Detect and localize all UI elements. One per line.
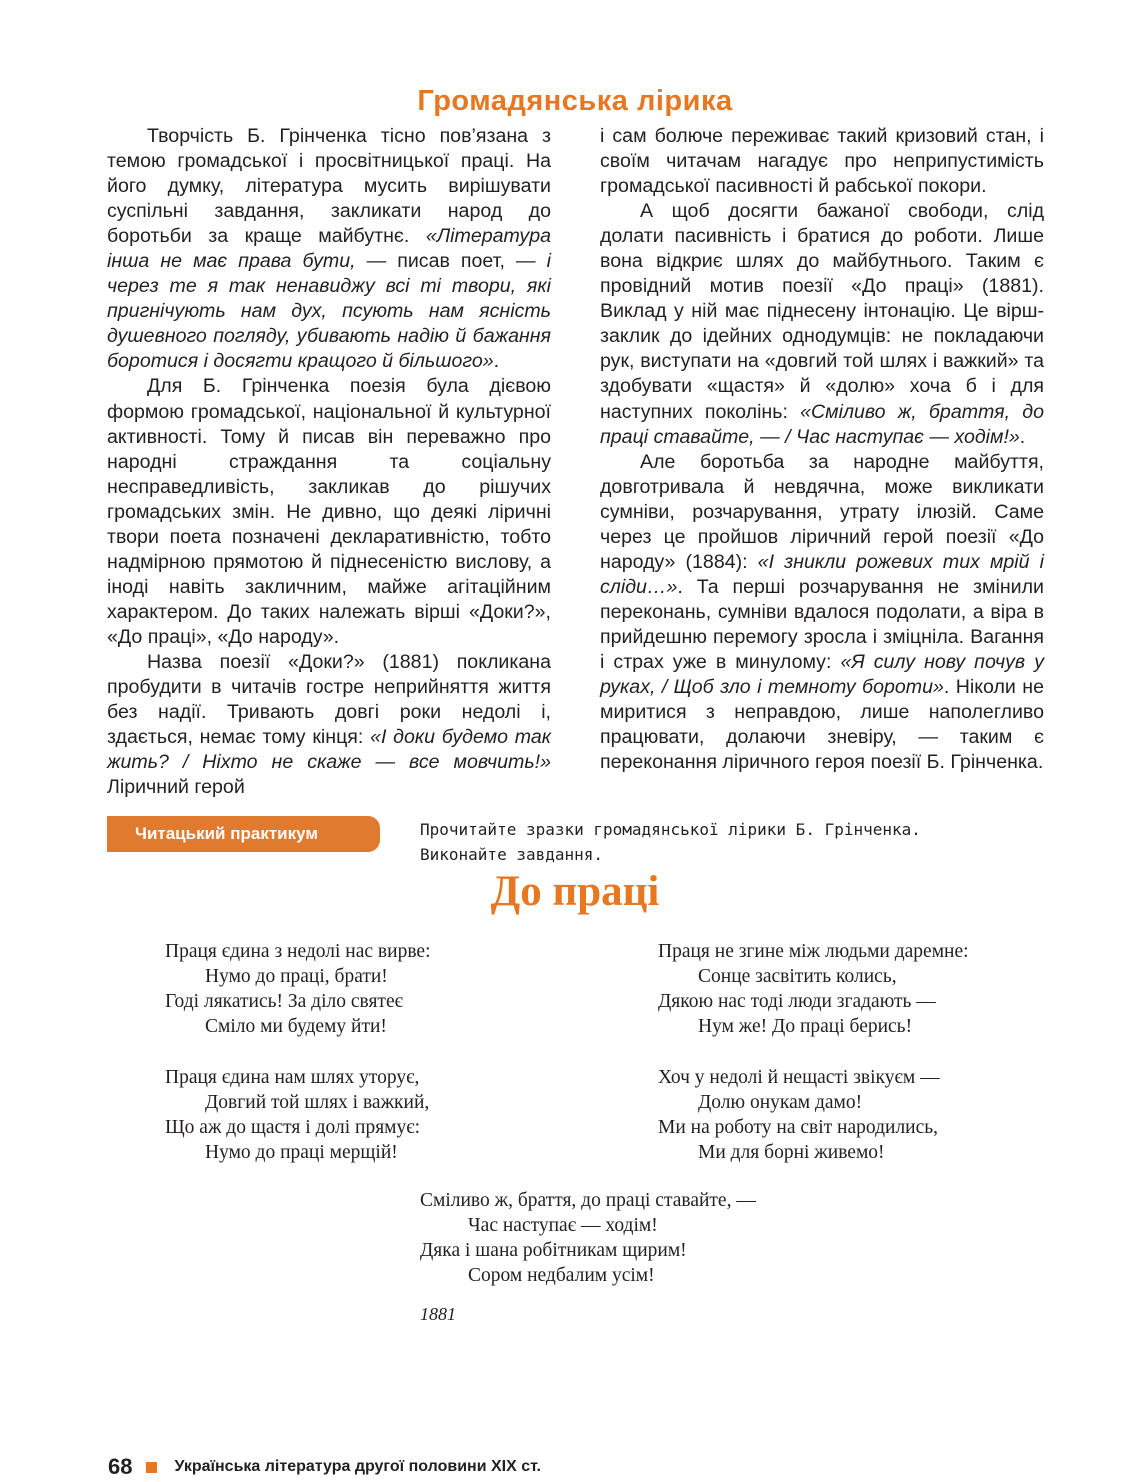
square-bullet-icon: [146, 1462, 157, 1473]
poem-line: Сором недбалим усім!: [468, 1265, 655, 1286]
poem-stanza: [165, 939, 431, 1039]
quote-text: «І зникли рожевих тих мрій і сліди…»: [600, 550, 1044, 598]
body-text: Для Б. Грінченка поезія була дієвою формою громадської, національної й культурної активності. Тому й писав він переважно про народні страждання та соціальну несправедливість, закликав до рішучих громадських змін. Не дивно, що деякі ліричні твори поета позначені декларативністю, тобто надмірною прямотою й піднесеністю вислову, а іноді навіть закличним, майже агітаційним характером. До таких належать вірші «Доки?», «До праці», «До народу».: [107, 375, 551, 648]
practicum-line: Виконайте завдання.: [420, 845, 604, 864]
page-number: 68: [108, 1454, 133, 1479]
poem-line: Сміло ми будему йти!: [205, 1016, 387, 1037]
paragraph: [107, 124, 551, 374]
poem-stanza: [420, 1188, 756, 1288]
practicum-line: Прочитайте зразки громадянської лірики Б. Грінченка.: [420, 820, 921, 839]
poem-line: Ми на роботу на світ народились,: [658, 1117, 939, 1138]
poem-line: Праця не згине між людьми даремне:: [658, 941, 969, 962]
poem-line: Годі лякатись! За діло святеє: [165, 991, 403, 1012]
poem-line: Праця єдина з недолі нас вирве:: [165, 941, 431, 962]
poem-stanza: [658, 939, 969, 1039]
poem-title: До праці: [490, 868, 660, 915]
poem-line: Хоч у недолі й нещасті звікуєм —: [658, 1067, 940, 1088]
right-text-column: [600, 124, 1044, 775]
quote-text: «І доки будемо так жить? / Ніхто не скаже — все мовчить!»: [107, 726, 552, 774]
poem-line: Дяка і шана робітникам щирим!: [420, 1240, 687, 1261]
body-text: Творчість Б. Грінченка тісно пов’язана з темою громадської і просвітницької праці. На його думку, література мусить вирішувати суспільні завдання, закликати народ до боротьби за краще майбутнє.: [107, 125, 551, 248]
quote-text: «Сміливо ж, браття, до праці ставайте, — / Час наступає — ходім!»: [600, 400, 1044, 448]
body-text: Ліричний герой: [107, 776, 245, 799]
poem-date: 1881: [420, 1304, 456, 1324]
poem-line: Дякою нас тоді люди згадають —: [658, 991, 936, 1012]
left-text-column: [107, 124, 551, 800]
body-text: Але боротьба за народне майбуття, довготривала й невдячна, може викликати сумніви, розчарування, утрату ілюзій. Саме через це пройшов ліричний герой поезії «До народу» (1884):: [600, 450, 1044, 573]
body-text: А щоб досягти бажаної свободи, слід долати пасивність і братися до роботи. Лише вона відкриє шлях до майбутнього. Таким є провідний мотив поезії «До праці» (1881). Виклад у ній має піднесену інтонацію. Це вірш-заклик до ідейних однодумців: не покладаючи рук, виступати на «довгий той шлях і важкий» та здобувати «щастя» й «долю» хоча б і для наступних поколінь:: [600, 200, 1044, 423]
quote-text: «Я силу нову почув у руках, / Щоб зло і темноту бороти»: [600, 650, 1044, 699]
body-text: .: [493, 350, 500, 373]
paragraph: [600, 124, 1044, 199]
body-text: — писав поет, —: [355, 250, 547, 273]
paragraph: [107, 374, 551, 650]
section-title: Громадянська лірика: [417, 85, 733, 117]
poem-line: Нум же! До праці берись!: [698, 1016, 913, 1037]
paragraph: [107, 650, 551, 800]
poem-line: Нумо до праці, брати!: [205, 966, 388, 987]
poem-line: Довгий той шлях і важкий,: [205, 1092, 430, 1113]
body-text: Назва поезії «Доки?» (1881) покликана пробудити в читачів гостре неприйняття життя без надії. Тривають довгі роки недолі і, здається, немає тому кінця:: [107, 650, 551, 749]
poem-line: Сміливо ж, браття, до праці ставайте, —: [420, 1190, 756, 1211]
poem-line: Час наступає — ходім!: [468, 1215, 658, 1236]
poem-line: Що аж до щастя і долі прямує:: [165, 1117, 421, 1138]
running-title: Українська література другої половини XIX ст.: [174, 1458, 541, 1475]
poem-line: Нумо до праці мерщій!: [205, 1142, 398, 1163]
body-text: .: [1019, 425, 1026, 448]
practicum-label: Читацький практикум: [107, 816, 380, 852]
body-text: . Ніколи не миритися з неправдою, лише наполегливо працювати, долаючи зневіру, — таким є переконання ліричного героя поезії Б. Грінченка.: [600, 676, 1044, 774]
poem-line: Сонце засвітить колись,: [698, 966, 897, 987]
poem-stanza: [165, 1065, 429, 1165]
poem-stanza: [658, 1065, 940, 1165]
body-text: . Та перші розчарування не змінили переконань, сумніви вдалося подолати, а віра в прийдешню перемогу зросла і зміцніла. Вагання і страх уже в минулому:: [600, 575, 1044, 673]
page-footer: [108, 1452, 541, 1482]
practicum-instructions: [420, 817, 1060, 867]
poem-line: Праця єдина нам шлях уторує,: [165, 1067, 420, 1088]
paragraph: [600, 199, 1044, 449]
poem-line: Ми для борні живемо!: [698, 1142, 885, 1163]
quote-text: і через те я так ненавиджу всі ті твори, які пригнічують нам дух, псують нам ясність душевного погляду, убивають надію й бажання боротися і досягти кращого й більшого»: [107, 250, 551, 373]
paragraph: [600, 450, 1044, 776]
poem-line: Долю онукам дамо!: [698, 1092, 863, 1113]
body-text: і сам болюче переживає такий кризовий стан, і своїм читачам нагадує про неприпустимість громадської пасивності й рабської покори.: [600, 125, 1044, 198]
quote-text: «Література інша не має права бути,: [107, 225, 551, 273]
